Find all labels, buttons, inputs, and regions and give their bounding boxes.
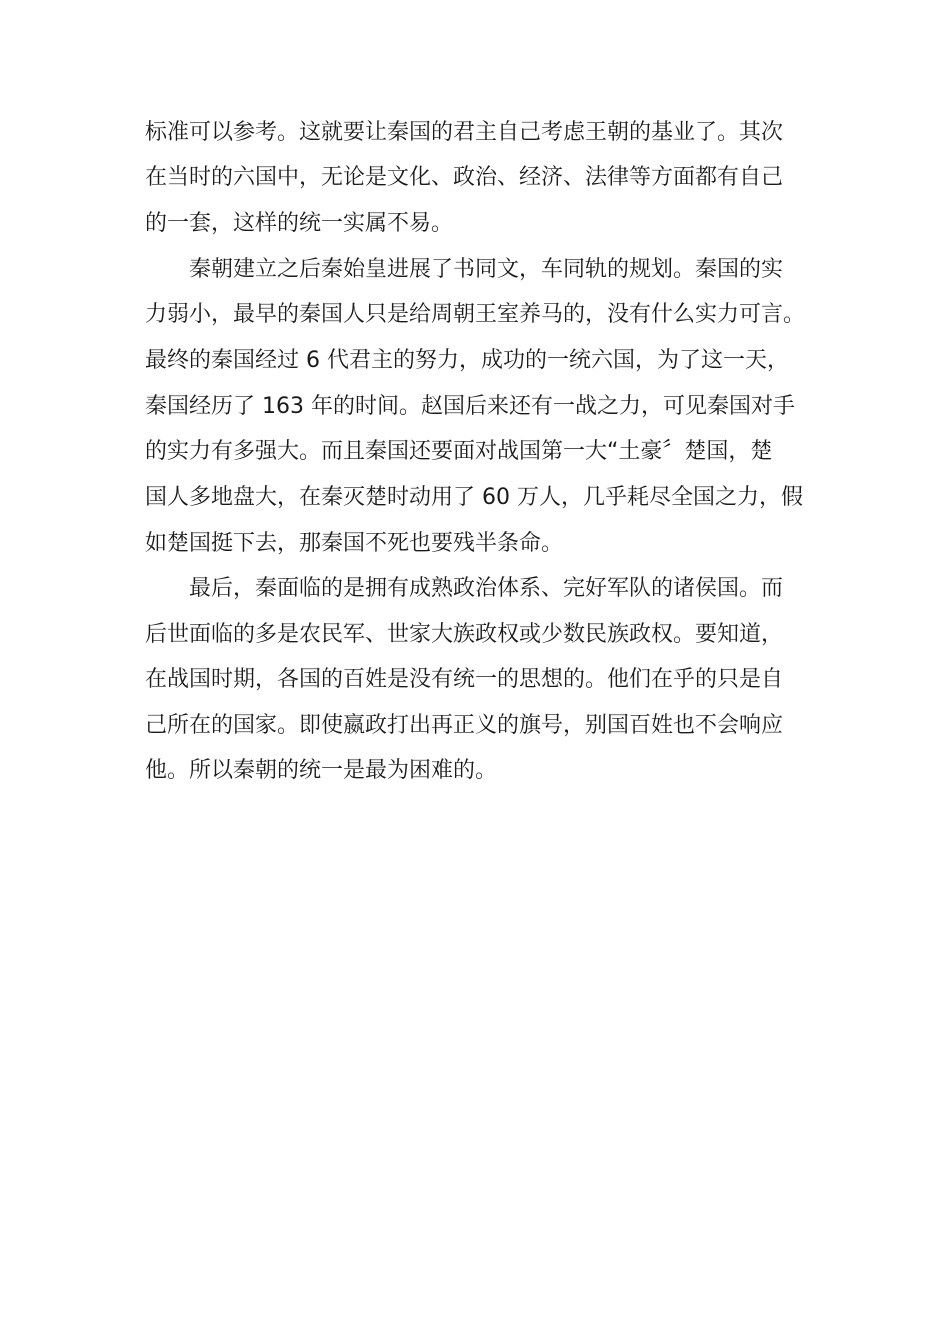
paragraph-2-line-6: 国人多地盘大，在秦灭楚时动用了 60 万人，几乎耗尽全国之力，假	[145, 485, 803, 510]
paragraph-2-line-3: 最终的秦国经过 6 代君主的努力，成功的一统六国，为了这一天，	[145, 348, 789, 373]
paragraph-3-line-2: 后世面临的多是农民军、世家大族政权或少数民族政权。要知道，	[145, 622, 784, 647]
paragraph-3-line-4: 己所在的国家。即使嬴政打出再正义的旗号，别国百姓也不会响应	[145, 713, 784, 738]
paragraph-1-line-1: 标准可以参考。这就要让秦国的君主自己考虑王朝的基业了。其次	[145, 120, 784, 145]
paragraph-2-line-5: 的实力有多强大。而且秦国还要面对战国第一大“土豪〞楚国，楚	[145, 439, 773, 464]
paragraph-2-line-7: 如楚国挺下去，那秦国不死也要残半条命。	[145, 531, 564, 556]
paragraph-2-line-2: 力弱小，最早的秦国人只是给周朝王室养马的，没有什么实力可言。	[145, 302, 806, 327]
paragraph-1-line-2: 在当时的六国中，无论是文化、政治、经济、法律等方面都有自己	[145, 165, 784, 190]
paragraph-3-line-3: 在战国时期，各国的百姓是没有统一的思想的。他们在乎的只是自	[145, 667, 784, 692]
paragraph-3-line-5: 他。所以秦朝的统一是最为困难的。	[145, 758, 498, 783]
paragraph-3-line-1: 最后，秦面临的是拥有成熟政治体系、完好军队的诸侯国。而	[189, 576, 784, 601]
paragraph-1-line-3: 的一套，这样的统一实属不易。	[145, 211, 454, 236]
paragraph-2-line-1: 秦朝建立之后秦始皇进展了书同文，车同轨的规划。秦国的实	[189, 257, 784, 282]
paragraph-2-line-4: 秦国经历了 163 年的时间。赵国后来还有一战之力，可见秦国对手	[145, 394, 795, 419]
